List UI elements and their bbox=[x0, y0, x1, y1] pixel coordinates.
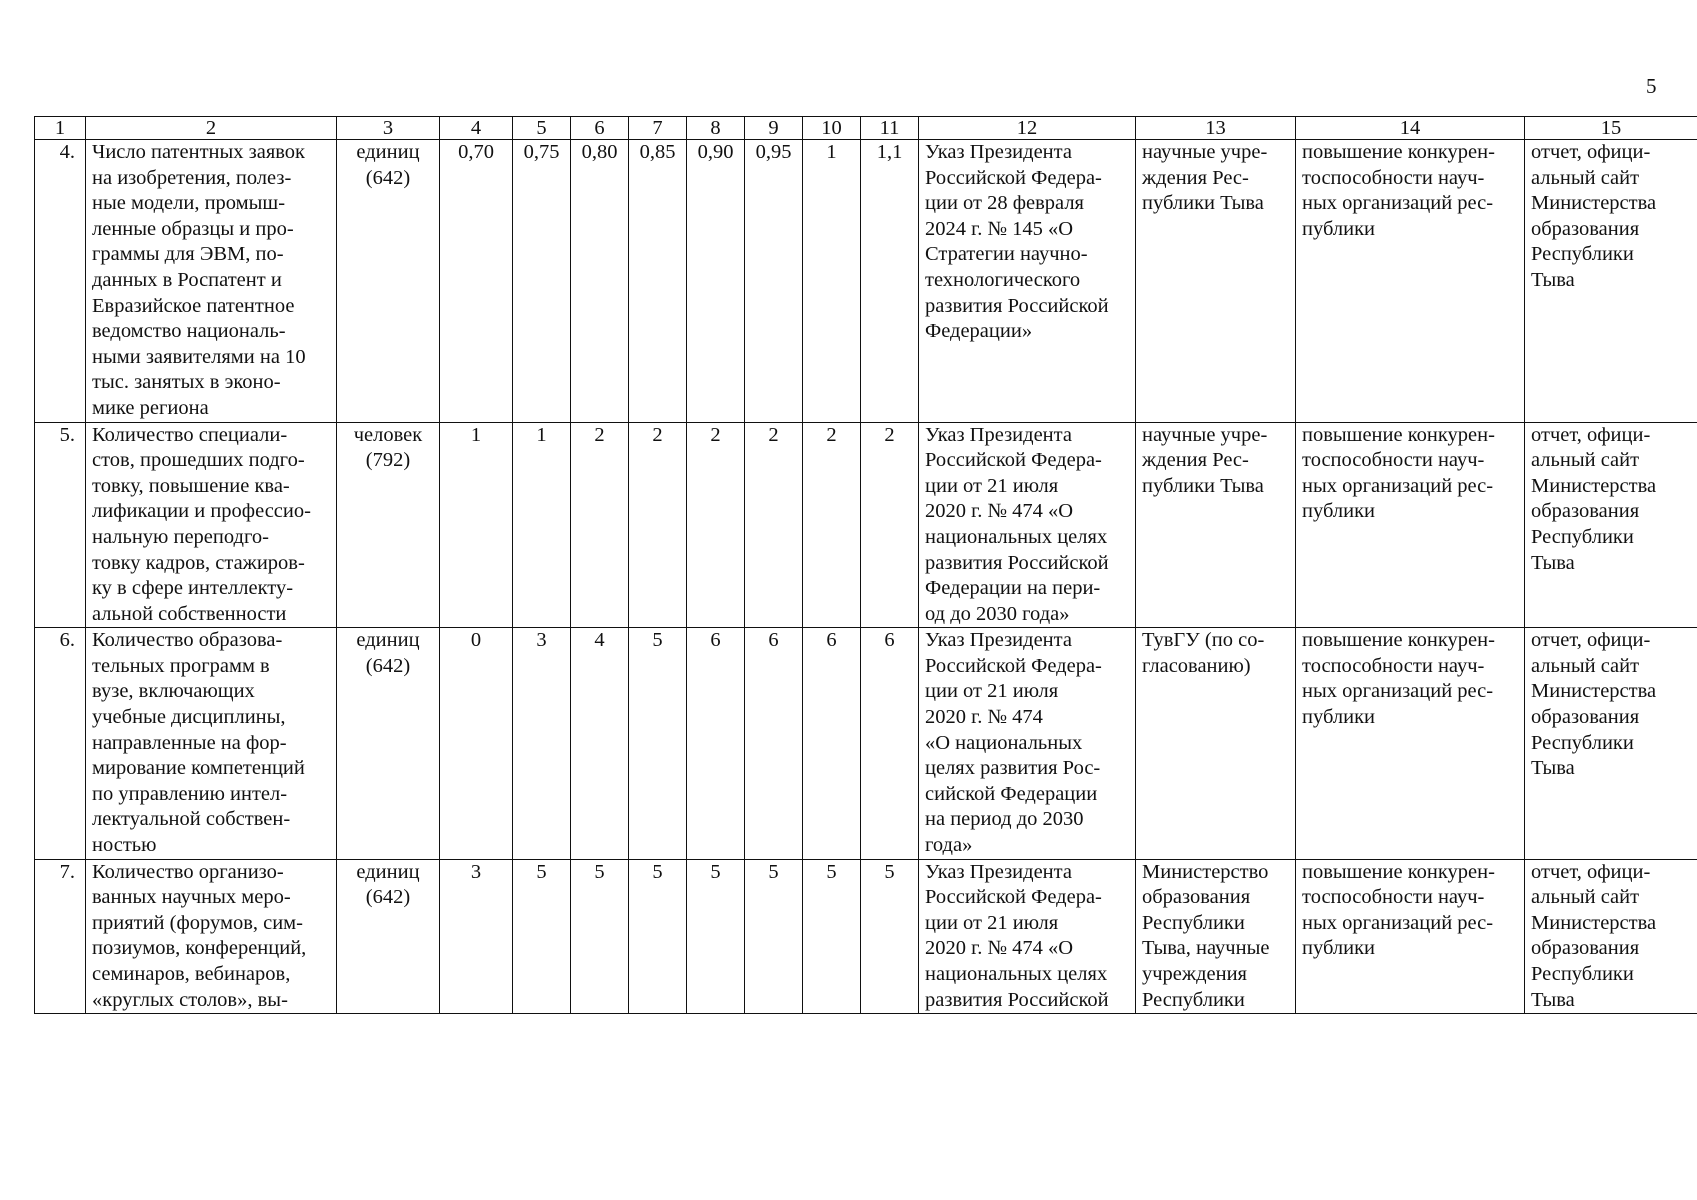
header-cell: 3 bbox=[337, 117, 440, 140]
value-cell: 1 bbox=[440, 422, 513, 628]
value-cell: 2 bbox=[745, 422, 803, 628]
value-cell: 3 bbox=[440, 859, 513, 1014]
indicator-name: Количество образова- тельных программ в вузе, включающих учебные дисциплины, направленные на фор- мирование компетенций по управлению интел- лектуальной собствен- ностью bbox=[86, 628, 337, 859]
value-cell: 5 bbox=[745, 859, 803, 1014]
header-cell: 11 bbox=[861, 117, 919, 140]
header-cell: 4 bbox=[440, 117, 513, 140]
value-cell: 2 bbox=[571, 422, 629, 628]
legal-basis-cell: Указ Президента Российской Федера- ции от 21 июля 2020 г. № 474 «О национальных целях развития Российской Федерации на пери- од до 2030 года» bbox=[919, 422, 1136, 628]
report-cell: отчет, офици- альный сайт Министерства образования Республики Тыва bbox=[1525, 859, 1697, 1014]
result-cell: повышение конкурен- тоспособности науч- ных организаций рес- публики bbox=[1296, 422, 1525, 628]
header-cell: 9 bbox=[745, 117, 803, 140]
value-cell: 4 bbox=[571, 628, 629, 859]
header-cell: 7 bbox=[629, 117, 687, 140]
responsible-cell: ТувГУ (по со- гласованию) bbox=[1136, 628, 1296, 859]
result-cell: повышение конкурен- тоспособности науч- ных организаций рес- публики bbox=[1296, 628, 1525, 859]
table-row bbox=[35, 628, 1697, 859]
row-index: 6. bbox=[35, 628, 86, 859]
value-cell: 2 bbox=[803, 422, 861, 628]
value-cell: 1 bbox=[513, 422, 571, 628]
value-cell: 6 bbox=[687, 628, 745, 859]
table-row bbox=[35, 422, 1697, 628]
indicators-table bbox=[34, 116, 1697, 1014]
legal-basis-cell: Указ Президента Российской Федера- ции от 21 июля 2020 г. № 474 «О национальных целях развития Рос- сийской Федерации на период до 2030 года» bbox=[919, 628, 1136, 859]
value-cell: 2 bbox=[629, 422, 687, 628]
indicator-name: Количество специали- стов, прошедших подго- товку, повышение ква- лификации и профессио- нальную переподго- товку кадров, стажиров- ку в сфере интеллекту- альной собственности bbox=[86, 422, 337, 628]
unit-cell: единиц (642) bbox=[337, 628, 440, 859]
value-cell: 3 bbox=[513, 628, 571, 859]
header-cell: 2 bbox=[86, 117, 337, 140]
header-row bbox=[35, 117, 1697, 140]
value-cell: 5 bbox=[803, 859, 861, 1014]
value-cell: 5 bbox=[629, 859, 687, 1014]
value-cell: 0,70 bbox=[440, 140, 513, 423]
header-cell: 1 bbox=[35, 117, 86, 140]
header-cell: 14 bbox=[1296, 117, 1525, 140]
value-cell: 1 bbox=[803, 140, 861, 423]
header-cell: 5 bbox=[513, 117, 571, 140]
header-cell: 13 bbox=[1136, 117, 1296, 140]
unit-cell: человек (792) bbox=[337, 422, 440, 628]
value-cell: 0,95 bbox=[745, 140, 803, 423]
table-row bbox=[35, 140, 1697, 423]
result-cell: повышение конкурен- тоспособности науч- ных организаций рес- публики bbox=[1296, 140, 1525, 423]
value-cell: 6 bbox=[745, 628, 803, 859]
legal-basis-cell: Указ Президента Российской Федера- ции от 21 июля 2020 г. № 474 «О национальных целях развития Российской bbox=[919, 859, 1136, 1014]
report-cell: отчет, офици- альный сайт Министерства образования Республики Тыва bbox=[1525, 140, 1697, 423]
value-cell: 0,90 bbox=[687, 140, 745, 423]
value-cell: 0,85 bbox=[629, 140, 687, 423]
value-cell: 5 bbox=[513, 859, 571, 1014]
responsible-cell: научные учре- ждения Рес- публики Тыва bbox=[1136, 140, 1296, 423]
value-cell: 6 bbox=[803, 628, 861, 859]
responsible-cell: Министерство образования Республики Тыва, научные учреждения Республики bbox=[1136, 859, 1296, 1014]
report-cell: отчет, офици- альный сайт Министерства образования Республики Тыва bbox=[1525, 628, 1697, 859]
value-cell: 2 bbox=[687, 422, 745, 628]
header-cell: 8 bbox=[687, 117, 745, 140]
value-cell: 5 bbox=[687, 859, 745, 1014]
legal-basis-cell: Указ Президента Российской Федера- ции от 28 февраля 2024 г. № 145 «О Стратегии научно- технологического развития Российской Федерации» bbox=[919, 140, 1136, 423]
report-cell: отчет, офици- альный сайт Министерства образования Республики Тыва bbox=[1525, 422, 1697, 628]
value-cell: 0 bbox=[440, 628, 513, 859]
page-number: 5 bbox=[1646, 74, 1657, 98]
header-cell: 15 bbox=[1525, 117, 1697, 140]
unit-cell: единиц (642) bbox=[337, 140, 440, 423]
row-index: 5. bbox=[35, 422, 86, 628]
table-row bbox=[35, 859, 1697, 1014]
value-cell: 1,1 bbox=[861, 140, 919, 423]
value-cell: 0,80 bbox=[571, 140, 629, 423]
row-index: 4. bbox=[35, 140, 86, 423]
indicator-name: Число патентных заявок на изобретения, полез- ные модели, промыш- ленные образцы и про- граммы для ЭВМ, по- данных в Роспатент и Евразийское патентное ведомство националь- ными заявителями на 10 тыс. занятых в эконо- мике региона bbox=[86, 140, 337, 423]
value-cell: 0,75 bbox=[513, 140, 571, 423]
header-cell: 6 bbox=[571, 117, 629, 140]
header-cell: 12 bbox=[919, 117, 1136, 140]
responsible-cell: научные учре- ждения Рес- публики Тыва bbox=[1136, 422, 1296, 628]
value-cell: 5 bbox=[861, 859, 919, 1014]
value-cell: 6 bbox=[861, 628, 919, 859]
indicator-name: Количество организо- ванных научных меро- приятий (форумов, сим- позиумов, конференций, семинаров, вебинаров, «круглых столов», вы- bbox=[86, 859, 337, 1014]
result-cell: повышение конкурен- тоспособности науч- ных организаций рес- публики bbox=[1296, 859, 1525, 1014]
header-cell: 10 bbox=[803, 117, 861, 140]
value-cell: 2 bbox=[861, 422, 919, 628]
row-index: 7. bbox=[35, 859, 86, 1014]
value-cell: 5 bbox=[571, 859, 629, 1014]
value-cell: 5 bbox=[629, 628, 687, 859]
unit-cell: единиц (642) bbox=[337, 859, 440, 1014]
